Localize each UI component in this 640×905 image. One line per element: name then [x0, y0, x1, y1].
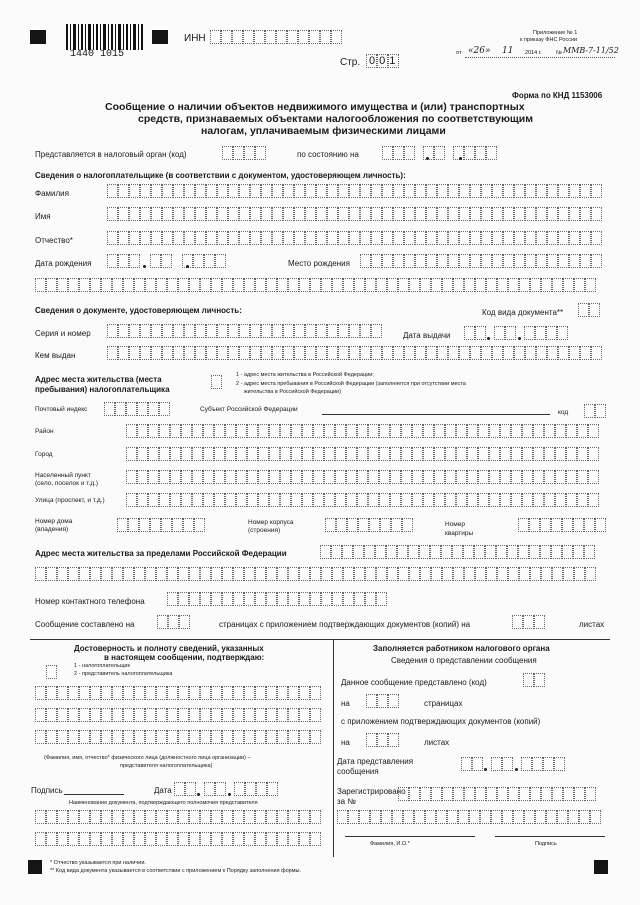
corner-marker-bottom-left	[28, 860, 42, 874]
issue-date-label: Дата выдачи	[403, 331, 451, 340]
pages-count-field[interactable]	[157, 615, 190, 629]
confirm-signature-label: Подпись	[31, 786, 63, 795]
foreign-address-field-2[interactable]	[35, 567, 596, 581]
confirm-option2: 2 - представитель налогоплательщика	[74, 671, 173, 677]
compiled-on-label: Сообщение составлено на	[35, 620, 135, 629]
officer-heading: Заполняется работником налогового органа	[373, 644, 550, 653]
submitted-code-field[interactable]	[523, 673, 545, 687]
confirm-heading-line1: Достоверность и полноту сведений, указанных	[74, 644, 264, 653]
address-option2-line1: 2 - адрес места пребывания в Российской Федерации (заполняется при отсутствии места	[236, 381, 466, 387]
apartment-field[interactable]	[518, 518, 606, 532]
region-label: Субъект Российской Федерации	[200, 406, 298, 413]
confirm-date-label: Дата	[154, 786, 172, 795]
submit-date-field[interactable]	[461, 757, 565, 771]
district-field[interactable]	[126, 424, 599, 438]
appendix-month: 11	[502, 46, 514, 56]
officer-subheading: Сведения о представлении сообщения	[391, 656, 537, 665]
building-label-line1: Номер корпуса	[248, 519, 294, 526]
confirm-fio-field-3[interactable]	[35, 730, 321, 744]
patronymic-field[interactable]	[107, 231, 602, 245]
settlement-label-line1: Населенный пункт	[35, 472, 91, 479]
house-field[interactable]	[117, 518, 205, 532]
surname-label: Фамилия	[35, 189, 69, 198]
series-number-field[interactable]	[107, 324, 382, 338]
doc-type-code-label: Код вида документа**	[482, 308, 564, 317]
submit-date-label-line2: сообщения	[337, 767, 379, 776]
officer-fio-label: Фамилия, И.О.*	[370, 841, 410, 847]
title-line1: Сообщение о наличии объектов недвижимого имущества и (или) транспортных	[105, 101, 525, 113]
street-field[interactable]	[126, 493, 599, 507]
region-code-label: код	[558, 409, 569, 416]
foreign-address-field-1[interactable]	[320, 545, 595, 559]
officer-pages-label: страницах	[424, 699, 463, 708]
tax-authority-code-field[interactable]	[222, 146, 266, 160]
foreign-address-heading: Адрес места жительства за пределами Российской Федерации	[35, 549, 287, 558]
confirm-type-field[interactable]	[46, 665, 57, 679]
issued-by-field[interactable]	[107, 346, 602, 360]
registered-label-line2: за №	[337, 797, 356, 806]
appendix-day: «26»	[468, 46, 491, 56]
submitted-code-label: Данное сообщение представлено (код)	[341, 678, 487, 687]
birth-date-field[interactable]	[107, 254, 226, 268]
doc-type-code-field[interactable]	[578, 303, 600, 317]
as-of-date-field[interactable]	[382, 146, 497, 160]
pages-with-label: страницах с приложением подтверждающих документов (копий) на	[219, 620, 471, 629]
appendix-line1: Приложение № 1	[533, 30, 578, 36]
officer-sheets-field[interactable]	[366, 733, 399, 747]
taxpayer-heading: Сведения о налогоплательщике (в соответствии с документом, удостоверяющем личность):	[35, 171, 406, 180]
corner-marker-top-right	[152, 30, 168, 44]
appendix-line2: к приказу ФНС России	[520, 37, 578, 43]
settlement-field[interactable]	[126, 470, 599, 484]
building-label-line2: (строения)	[248, 527, 281, 534]
appendix-date-prefix: от	[456, 50, 462, 56]
inn-label: ИНН	[184, 33, 206, 44]
appendix-number-prefix: №	[556, 50, 562, 56]
officer-pages-field[interactable]	[366, 694, 399, 708]
issue-date-field[interactable]	[464, 326, 568, 340]
confirm-date-field[interactable]	[174, 782, 278, 796]
sheets-label: листах	[579, 620, 605, 629]
confirm-fio-note-line1: (Фамилия, имя, отчество* физического лица (должностного лица организации) –	[44, 755, 251, 761]
birth-place-field-1[interactable]	[360, 254, 602, 268]
city-label: Город	[35, 451, 53, 458]
building-field[interactable]	[325, 518, 413, 532]
birth-place-label: Место рождения	[288, 259, 350, 268]
tax-authority-label: Представляется в налоговый орган (код)	[35, 150, 187, 159]
registered-label-line1: Зарегистрировано	[337, 787, 406, 796]
officer-on2-label: на	[341, 738, 350, 747]
district-label: Район	[35, 428, 54, 435]
phone-field[interactable]	[167, 592, 387, 606]
settlement-label-line2: (село, поселок и т.д.)	[35, 480, 99, 487]
document-heading: Сведения о документе, удостоверяющем личность:	[35, 306, 242, 315]
form-code: Форма по КНД 1153006	[512, 91, 603, 100]
confirm-fio-note-line2: представителя налогоплательщика)	[120, 763, 213, 769]
appendix-year: 2014 г.	[525, 50, 542, 56]
page-label: Стр.	[340, 57, 361, 68]
house-label-line2: (владения)	[35, 526, 69, 533]
registered-number-field-2[interactable]	[337, 810, 601, 824]
phone-label: Номер контактного телефона	[35, 597, 145, 606]
address-option2-line2: жительства в Российской Федерации)	[244, 389, 341, 395]
house-label-line1: Номер дома	[35, 518, 73, 525]
submit-date-label-line1: Дата представления	[337, 757, 414, 766]
inn-field[interactable]	[210, 30, 342, 44]
birth-place-field-2[interactable]	[35, 278, 596, 292]
confirm-doc-field-2[interactable]	[35, 832, 321, 846]
city-field[interactable]	[126, 447, 599, 461]
street-label: Улица (проспект, и т.д.)	[35, 497, 105, 504]
as-of-label: по состоянию на	[297, 150, 359, 159]
confirm-option1: 1 - налогоплательщик	[74, 663, 130, 669]
apartment-label-line2: квартиры	[445, 530, 474, 537]
address-heading-line2: пребывания) налогоплательщика	[35, 385, 170, 394]
address-type-field[interactable]	[211, 375, 222, 389]
name-label: Имя	[35, 212, 51, 221]
patronymic-label: Отчество*	[35, 236, 73, 245]
page-number-value: 001	[369, 55, 400, 67]
birth-date-label: Дата рождения	[35, 259, 92, 268]
name-field[interactable]	[107, 207, 602, 221]
confirm-fio-field-1[interactable]	[35, 686, 321, 700]
sheets-count-field[interactable]	[512, 615, 545, 629]
confirm-doc-name-label: Наименование документа, подтверждающего полномочия представителя	[69, 800, 258, 806]
footnote-2: ** Код вида документа указывается в соответствии с приложением к Порядку заполнения формы.	[50, 868, 301, 874]
officer-with-docs-label: с приложением подтверждающих документов (копий)	[341, 717, 541, 726]
officer-sheets-label: листах	[424, 738, 450, 747]
confirm-doc-field-1[interactable]	[35, 810, 321, 824]
confirm-heading-line2: в настоящем сообщении, подтверждаю:	[104, 653, 265, 662]
officer-on-label: на	[341, 699, 350, 708]
region-code-field[interactable]	[584, 404, 606, 418]
apartment-label-line1: Номер	[445, 521, 466, 528]
title-line2: средств, признаваемых объектами налогообложения по соответствующим	[138, 113, 533, 125]
address-option1: 1 - адрес места жительства в Российской Федерации;	[236, 372, 374, 378]
postal-code-label: Почтовый индекс	[35, 406, 88, 413]
title-line3: налогам, уплачиваемым физическими лицами	[201, 125, 446, 137]
confirm-fio-field-2[interactable]	[35, 708, 321, 722]
corner-marker-bottom-right	[594, 860, 608, 874]
appendix-number: ММВ-7-11/52	[563, 46, 619, 55]
officer-signature-label: Подпись	[535, 841, 557, 847]
corner-marker-top-left	[30, 30, 46, 44]
issued-by-label: Кем выдан	[35, 351, 76, 360]
surname-field[interactable]	[107, 184, 602, 198]
series-number-label: Серия и номер	[35, 329, 91, 338]
footnote-1: * Отчество указывается при наличии.	[50, 860, 146, 866]
address-heading-line1: Адрес места жительства (места	[35, 375, 162, 384]
registered-number-field[interactable]	[398, 787, 596, 801]
barcode-number: 1440 1015	[70, 49, 125, 60]
postal-code-field[interactable]	[104, 402, 170, 416]
